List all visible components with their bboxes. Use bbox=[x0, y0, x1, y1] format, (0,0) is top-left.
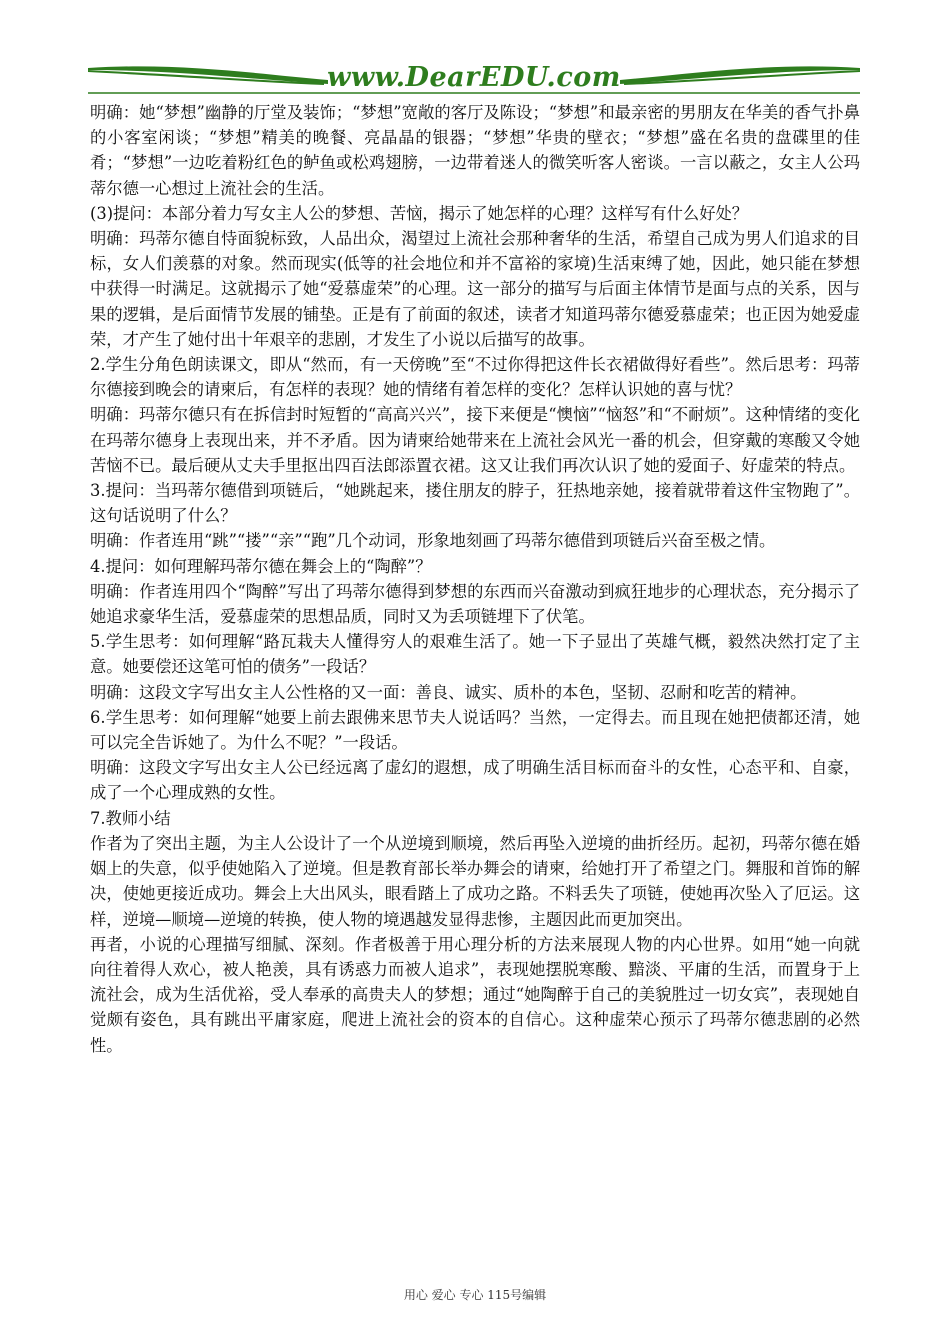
document-body bbox=[90, 100, 860, 1058]
paragraph: 6.学生思考：如何理解“她要上前去跟佛来思节夫人说话吗？当然，一定得去。而且现在她把债都还清，她可以完全告诉她了。为什么不呢？”一段话。 bbox=[90, 707, 860, 753]
paragraph: 明确：玛蒂尔德只有在拆信封时短暂的“高高兴兴”，接下来便是“懊恼”“恼怒”和“不耐烦”。这种情绪的变化在玛蒂尔德身上表现出来，并不矛盾。因为请柬给她带来在上流社会风光一番的机会，但穿戴的寒酸又令她苦恼不已。最后硬从丈夫手里抠出四百法郎添置衣裙。这又让我们再次认识了她的爱面子、好虚荣的特点。 bbox=[90, 405, 860, 475]
paragraph: 明确：作者连用四个“陶醉”写出了玛蒂尔德得到梦想的东西而兴奋激动到疯狂地步的心理状态，充分揭示了她追求豪华生活，爱慕虚荣的思想品质，同时又为丢项链埋下了伏笔。 bbox=[90, 581, 860, 627]
paragraph: 再者，小说的心理描写细腻、深刻。作者极善于用心理分析的方法来展现人物的内心世界。如用“她一向就向往着得人欢心，被人艳羡，具有诱惑力而被人追求”，表现她摆脱寒酸、黯淡、平庸的生活，而置身于上流社会，成为生活优裕，受人奉承的高贵夫人的梦想；通过“她陶醉于自己的美貌胜过一切女宾”，表现她自觉颇有姿色，具有跳出平庸家庭，爬进上流社会的资本的自信心。这种虚荣心预示了玛蒂尔德悲剧的必然性。 bbox=[90, 934, 860, 1055]
paragraph: (3)提问：本部分着力写女主人公的梦想、苦恼，揭示了她怎样的心理？这样写有什么好处？ bbox=[90, 203, 749, 223]
page-footer: 用心 爱心 专心 115号编辑 bbox=[403, 1288, 547, 1302]
paragraph: 3.提问：当玛蒂尔德借到项链后，“她跳起来，搂住朋友的脖子，狂热地亲她，接着就带着这件宝物跑了”。这句话说明了什么？ bbox=[90, 481, 860, 526]
paragraph: 4.提问：如何理解玛蒂尔德在舞会上的“陶醉”？ bbox=[90, 556, 432, 576]
paragraph: 明确：作者连用“跳”“搂”“亲”“跑”几个动词，形象地刻画了玛蒂尔德借到项链后兴奋至极之情。 bbox=[90, 531, 776, 551]
paragraph: 作者为了突出主题，为主人公设计了一个从逆境到顺境，然后再坠入逆境的曲折经历。起初，玛蒂尔德在婚姻上的失意，似乎使她陷入了逆境。但是教育部长举办舞会的请柬，给她打开了希望之门。舞服和首饰的解决，使她更接近成功。舞会上大出风头，眼看踏上了成功之路。不料丢失了项链，使她再次坠入了厄运。这样，逆境—顺境—逆境的转换，使人物的境遇越发显得悲惨，主题因此而更加突出。 bbox=[90, 833, 860, 929]
site-logo-text: www.DearEDU.com bbox=[327, 62, 621, 93]
site-header bbox=[88, 58, 860, 98]
paragraph: 明确：这段文字写出女主人公已经远离了虚幻的遐想，成了明确生活目标而奋斗的女性，心态平和、自豪，成了一个心理成熟的女性。 bbox=[90, 758, 860, 803]
paragraph: 5.学生思考：如何理解“路瓦栽夫人懂得穷人的艰难生活了。她一下子显出了英雄气概，毅然决然打定了主意。她要偿还这笔可怕的债务”一段话？ bbox=[90, 632, 860, 677]
paragraph: 明确：玛蒂尔德自恃面貌标致，人品出众，渴望过上流社会那种奢华的生活，希望自己成为男人们追求的目标，女人们羡慕的对象。然而现实(低等的社会地位和并不富裕的家境)生活束缚了她，因此，她只能在梦想中获得一时满足。这就揭示了她“爱慕虚荣”的心理。这一部分的描写与后面主体情节是面与点的关系，因与果的逻辑，是后面情节发展的铺垫。正是有了前面的叙述，读者才知道玛蒂尔德爱慕虚荣；也正因为她爱虚荣，才产生了她付出十年艰辛的悲剧，才发生了小说以后描写的故事。 bbox=[90, 229, 860, 349]
paragraph: 7.教师小结 bbox=[90, 808, 171, 828]
paragraph: 明确：这段文字写出女主人公性格的又一面：善良、诚实、质朴的本色，坚韧、忍耐和吃苦的精神。 bbox=[90, 682, 807, 702]
paragraph: 明确：她“梦想”幽静的厅堂及装饰；“梦想”宽敞的客厅及陈设；“梦想”和最亲密的男朋友在华美的香气扑鼻的小客室闲谈；“梦想”精美的晚餐、亮晶晶的银器；“梦想”华贵的壁衣；“梦想”盛在名贵的盘碟里的佳肴；“梦想”一边吃着粉红色的鲈鱼或松鸡翅膀，一边带着迷人的微笑听客人密谈。一言以蔽之，女主人公玛蒂尔德一心想过上流社会的生活。 bbox=[90, 103, 860, 198]
paragraph: 2.学生分角色朗读课文，即从“然而，有一天傍晚”至“不过你得把这件长衣裙做得好看些”。然后思考：玛蒂尔德接到晚会的请柬后，有怎样的表现？她的情绪有着怎样的变化？怎样认识她的喜与忧？ bbox=[90, 355, 860, 400]
